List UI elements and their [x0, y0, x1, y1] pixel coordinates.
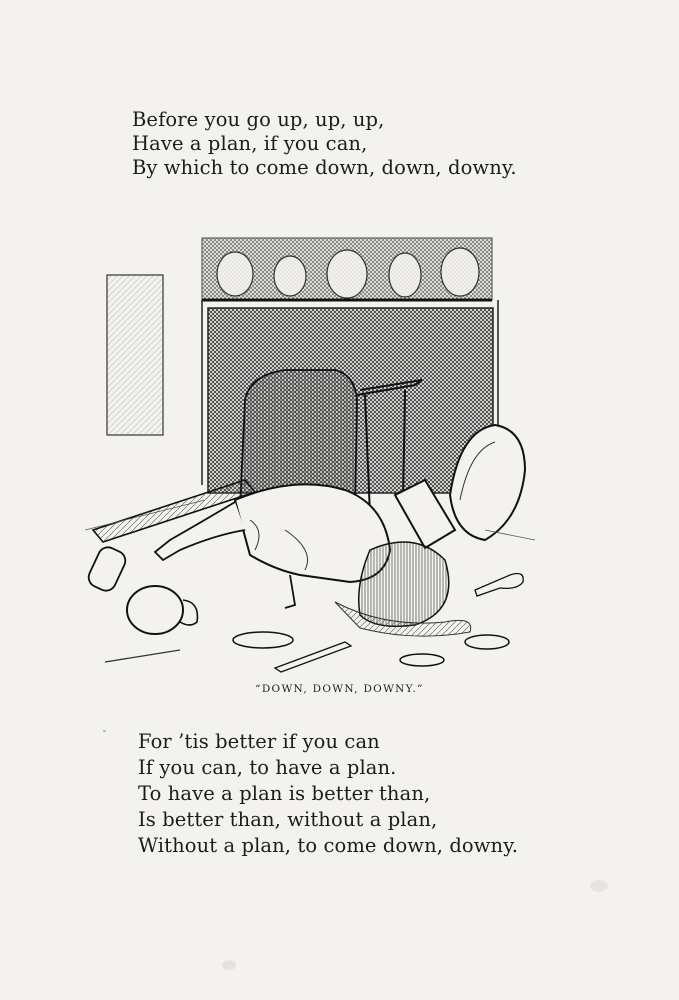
- verse-line: Before you go up, up, up,: [132, 108, 385, 131]
- fallen-cup: [85, 544, 128, 594]
- fallen-figure-illustration: [85, 230, 535, 675]
- stanza-bottom: [138, 729, 518, 859]
- stanza-top: [132, 108, 517, 180]
- verse-line: Is better than, without a plan,: [138, 808, 438, 831]
- verse-line: To have a plan is better than,: [138, 782, 431, 805]
- wall-panel: [107, 275, 163, 435]
- illustration-caption: “DOWN, DOWN, DOWNY.”: [255, 683, 424, 695]
- verse-line: For ’tis better if you can: [138, 730, 380, 753]
- paper-speck: [103, 730, 106, 732]
- verse-line: If you can, to have a plan.: [138, 756, 397, 779]
- paper-stain: [590, 880, 608, 892]
- verse-line: By which to come down, down, downy.: [132, 156, 517, 179]
- broken-jug: [127, 586, 197, 634]
- verse-line: Have a plan, if you can,: [132, 132, 368, 155]
- verse-line: Without a plan, to come down, downy.: [138, 834, 519, 857]
- kitchen-shelf: [202, 238, 492, 300]
- paper-stain: [222, 960, 236, 970]
